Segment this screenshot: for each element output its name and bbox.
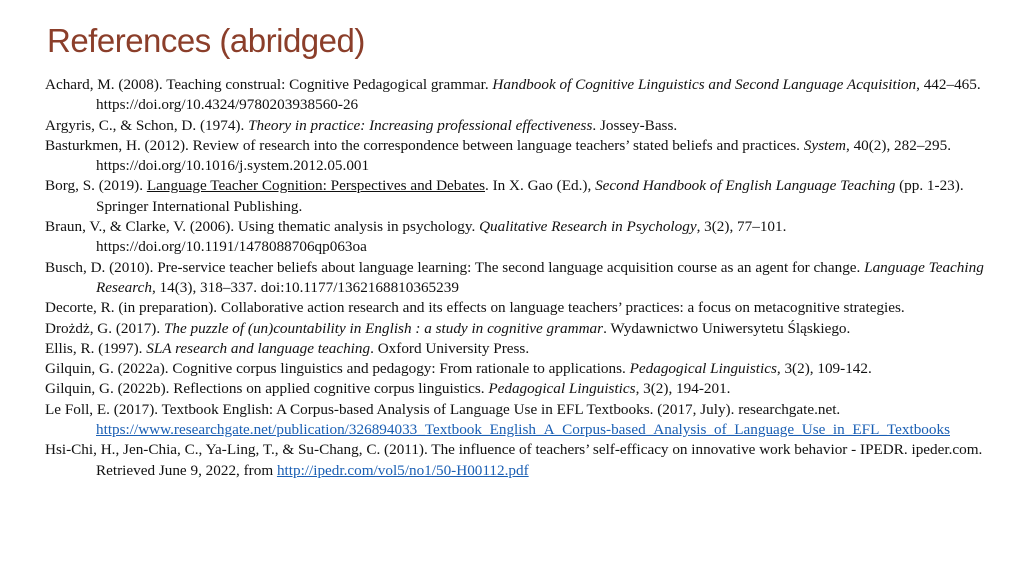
ref-details: (pp. 1-23). Springer International Publishing. [96,177,964,215]
ref-details: , 442–465. https://doi.org/10.4324/9780203938560-26 [96,76,981,114]
ref-link[interactable]: https://www.researchgate.net/publication/326894033_Textbook_English_A_Corpus-based_Analysis_of_Language_Use_in_EFL_Textbooks [96,421,950,439]
ref-details: . Wydawnictwo Uniwersytetu Śląskiego. [603,319,851,337]
ref-text: Decorte, R. (in preparation). Collaborative action research and its effects on language teachers’ practices: a focus on metacognitive strategies. [45,299,905,317]
ref-text: Gilquin, G. (2022a). Cognitive corpus linguistics and pedagogy: From rationale to applications. [45,360,630,378]
ref-text: Basturkmen, H. (2012). Review of research into the correspondence between language teachers’ stated beliefs and practices. [45,136,804,154]
reference-item [45,359,990,379]
reference-item [45,379,990,399]
reference-item [45,339,990,359]
reference-item [45,217,990,258]
ref-text: Hsi-Chi, H., Jen-Chia, C., Ya-Ling, T., & Su-Chang, C. (2011). The influence of teachers’ self-efficacy on innovative work behavior - IPEDR. ipeder.com. Retrieved June 9, 2022, from [45,441,983,479]
ref-source-title: Handbook of Cognitive Linguistics and Second Language Acquisition [492,76,917,93]
ref-source-title: Second Handbook of English Language Teaching [595,177,896,195]
ref-details: , 14(3), 318–337. doi:10.1177/1362168810365239 [151,278,459,296]
reference-item [45,319,990,339]
ref-text: Gilquin, G. (2022b). Reflections on applied cognitive corpus linguistics. [45,380,489,398]
ref-details: , 3(2), 109-142. [776,360,872,378]
reference-item [45,440,990,481]
reference-item [45,116,990,136]
ref-text: Drożdż, G. (2017). [45,319,164,337]
reference-item [45,136,990,177]
ref-source-title: Theory in practice: Increasing professional effectiveness [248,116,593,134]
ref-details: , 3(2), 77–101. https://doi.org/10.1191/1478088706qp063oa [96,218,787,256]
reference-item [45,298,990,318]
slide-title: References (abridged) [47,22,365,59]
ref-source-title: Qualitative Research in Psychology [479,218,697,236]
ref-text: Busch, D. (2010). Pre-service teacher beliefs about language learning: The second language acquisition course as an agent for change. [45,258,865,276]
ref-details: . Jossey-Bass. [592,116,678,134]
ref-source-title: Pedagogical Linguistics [629,360,777,378]
ref-source-title: Pedagogical Linguistics [488,380,636,398]
ref-link[interactable]: http://ipedr.com/vol5/no1/50-H00112.pdf [276,461,529,479]
ref-text: Braun, V., & Clarke, V. (2006). Using thematic analysis in psychology. [45,218,480,236]
reference-list [45,75,990,481]
ref-underlined-title: Language Teacher Cognition: Perspectives and Debates [146,177,485,195]
ref-text: Argyris, C., & Schon, D. (1974). [45,116,249,134]
reference-item [45,176,990,217]
ref-text: Le Foll, E. (2017). Textbook English: A Corpus-based Analysis of Language Use in EFL Textbooks. (2017, July). researchgate.net. [45,400,841,418]
ref-source-title: SLA research and language teaching [146,339,371,357]
reference-item [45,400,990,441]
ref-source-title: System [803,136,846,154]
ref-source-title: The puzzle of (un)countability in English : a study in cognitive grammar [163,319,604,337]
ref-text: Ellis, R. (1997). [45,339,147,357]
ref-source-title: Language Teaching Research [96,258,984,296]
reference-item [45,258,990,299]
ref-details: . Oxford University Press. [370,339,530,357]
ref-text: . In X. Gao (Ed.), [484,177,596,195]
ref-details: , 40(2), 282–295. https://doi.org/10.1016/j.system.2012.05.001 [96,136,952,175]
ref-text: Borg, S. (2019). [45,177,147,195]
ref-details: , 3(2), 194-201. [635,380,731,398]
reference-item [45,75,990,116]
ref-text: Achard, M. (2008). Teaching construal: Cognitive Pedagogical grammar. [45,76,493,93]
